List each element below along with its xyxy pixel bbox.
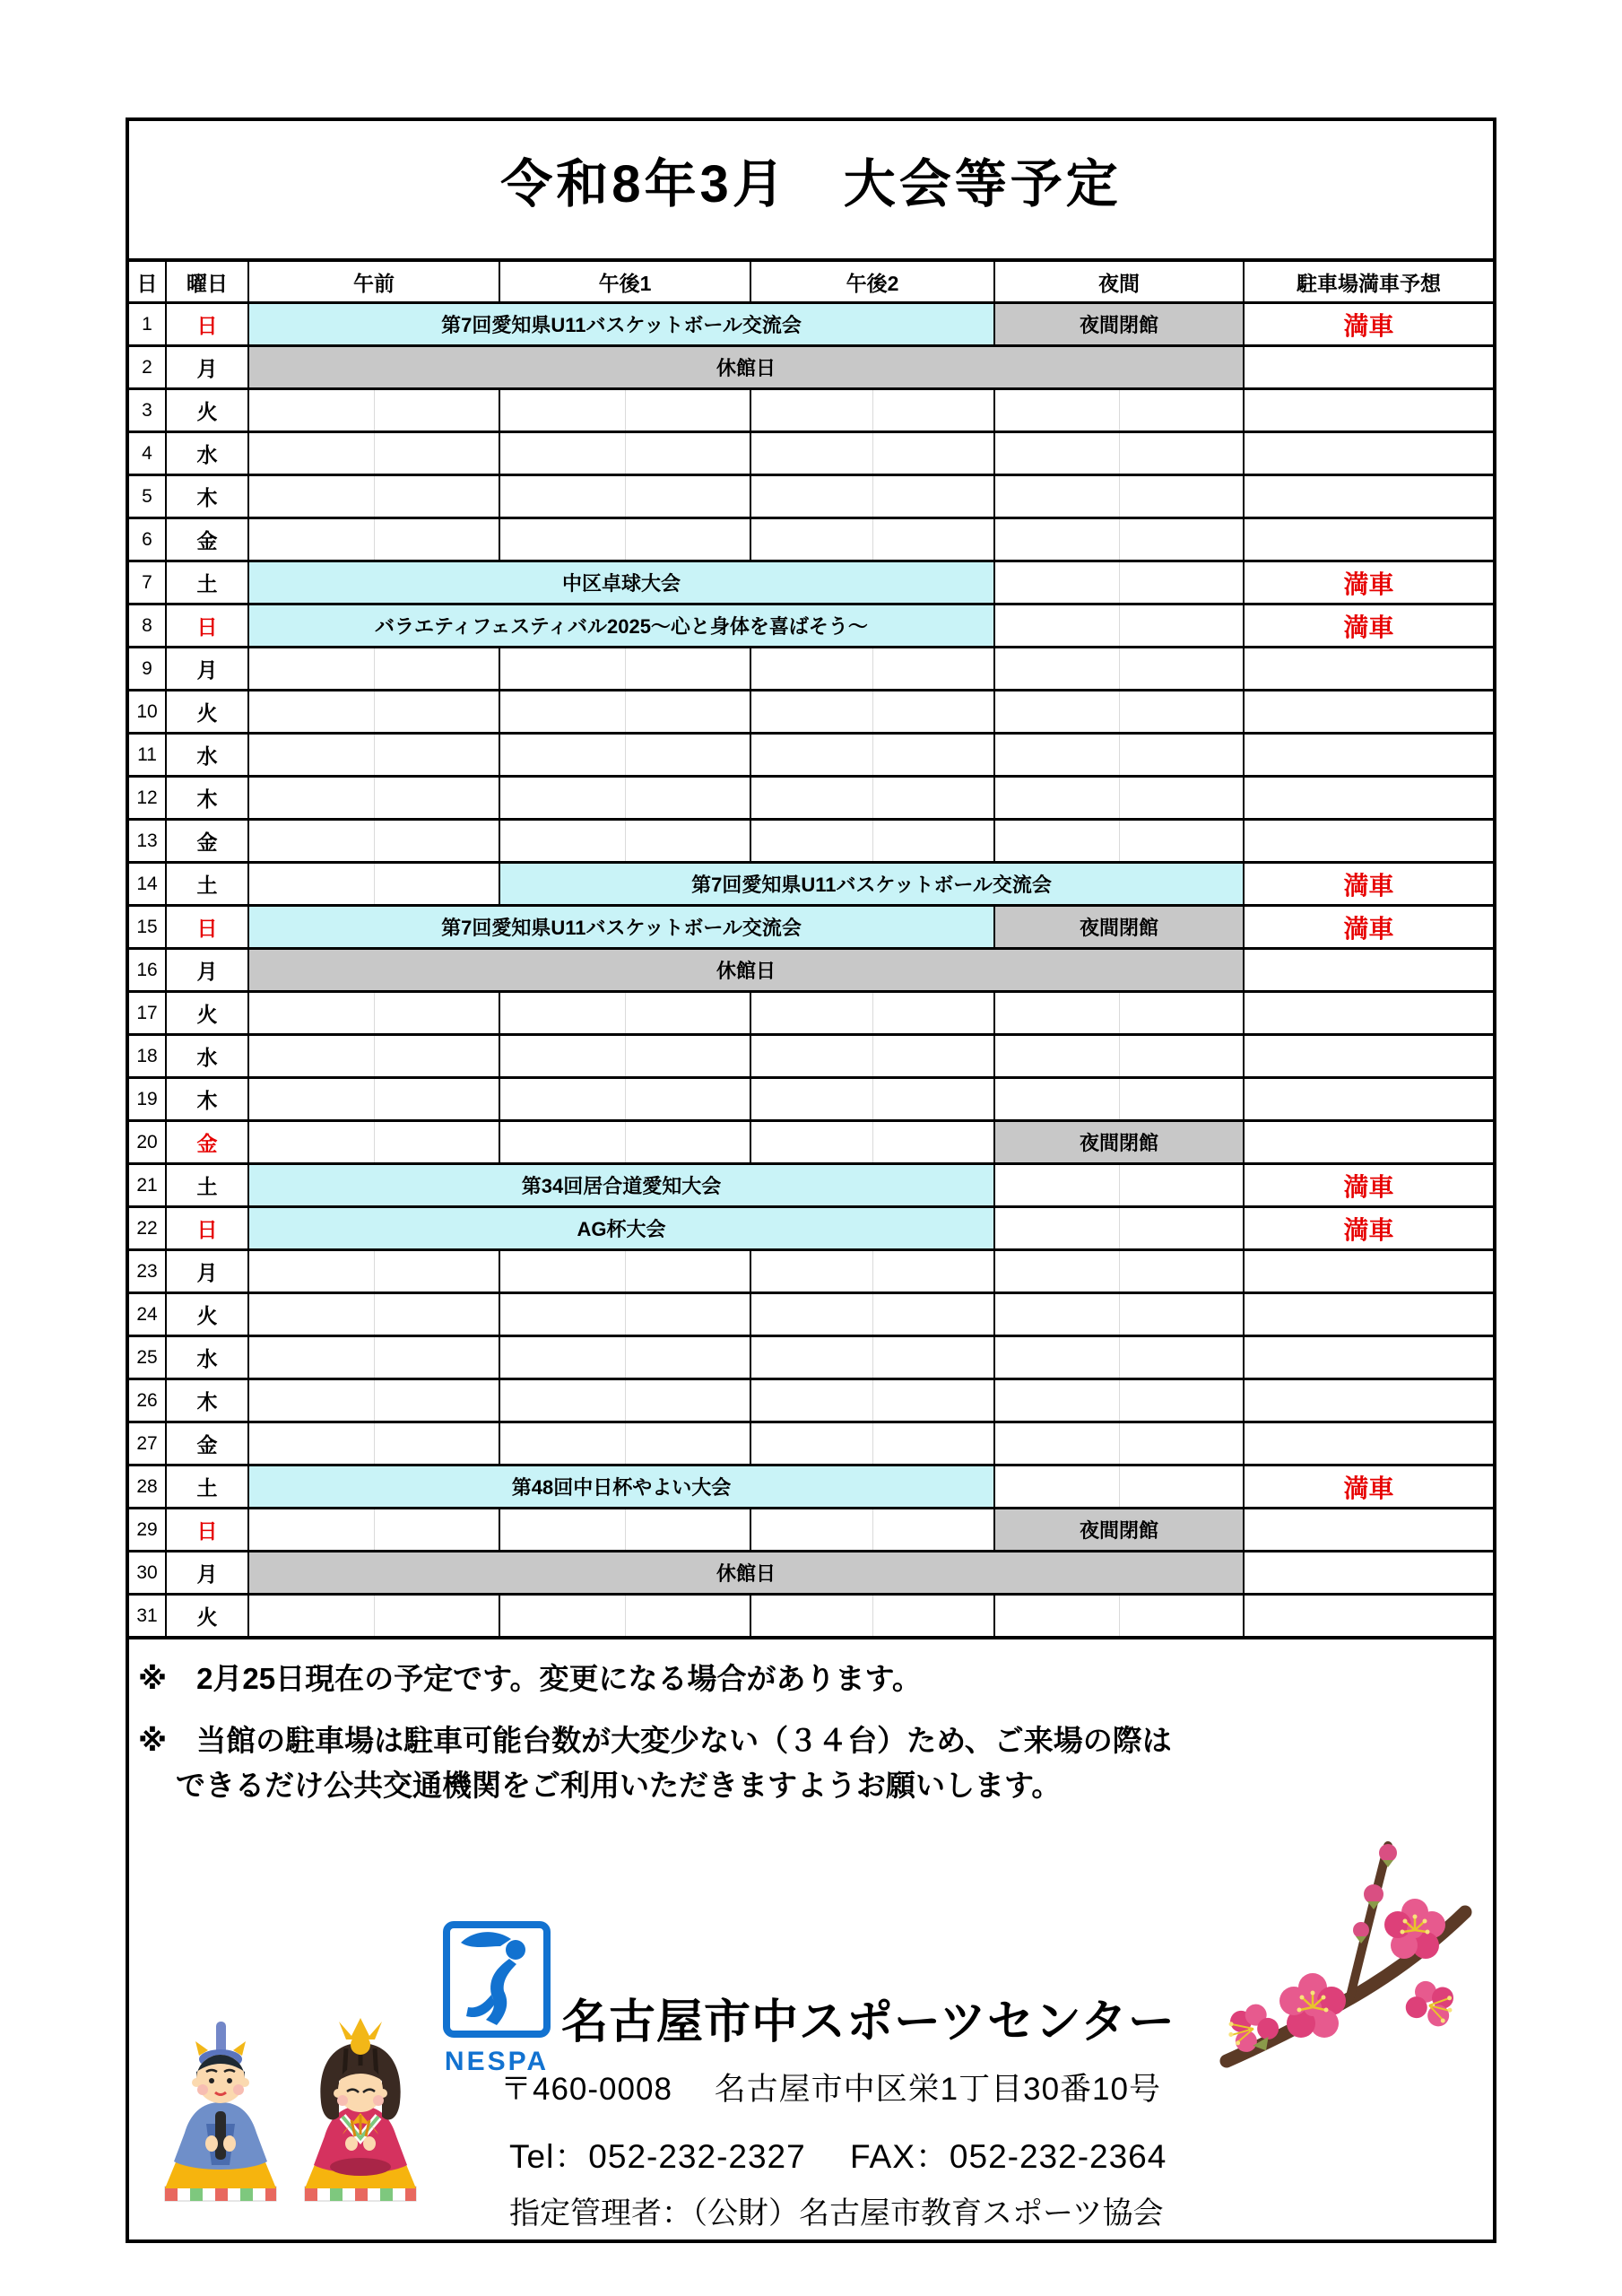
weekday-cell: 木 [167,778,249,818]
note-text: ※ 2月25日現在の予定です。変更になる場合があります。 [138,1662,922,1695]
parking-cell: 満車 [1343,311,1394,340]
parking-cell: 満車 [1343,570,1394,598]
empty-cell [500,691,751,732]
table-row [129,689,1493,732]
table-row [129,1076,1493,1119]
empty-cell [995,562,1245,603]
table-row [129,861,1493,904]
day-cell: 23 [129,1251,167,1292]
tel-fax-line: Tel：052-232-2327 FAX：052-232-2364 [509,2138,1167,2175]
empty-cell [751,648,995,689]
plum-blossom-icon [1216,1830,1476,2072]
empty-cell [249,735,500,775]
empty-cell [995,476,1245,517]
empty-cell [249,1380,500,1421]
address-line: 〒460-0008 名古屋市中区栄1丁目30番10号 [500,2072,1161,2107]
night-closed-cell: 夜間閉館 [995,304,1245,344]
table-row [129,517,1493,560]
empty-cell [995,993,1245,1033]
hina-dolls-illustration [151,2016,430,2211]
event-cell: 第48回中日杯やよい大会 [249,1466,995,1507]
day-cell: 7 [129,562,167,603]
empty-cell [995,778,1245,818]
weekday-cell: 水 [167,735,249,775]
header-cell: 夜間 [995,262,1245,301]
day-cell: 28 [129,1466,167,1507]
weekday-cell: 土 [167,1165,249,1205]
empty-cell [249,691,500,732]
empty-cell [751,390,995,430]
day-cell: 5 [129,476,167,517]
event-cell: 第7回愛知県U11バスケットボール交流会 [249,907,995,947]
header-cell: 日 [129,262,167,301]
closed-day-cell: 休館日 [249,347,1245,387]
empty-cell [995,1423,1245,1464]
weekday-cell: 金 [167,519,249,560]
weekday-cell: 月 [167,950,249,990]
day-cell: 27 [129,1423,167,1464]
weekday-cell: 日 [167,304,249,344]
table-row [129,990,1493,1033]
table-row [129,1550,1493,1593]
table-row [129,732,1493,775]
weekday-cell: 木 [167,1380,249,1421]
empty-cell [249,864,500,904]
empty-cell [249,1122,500,1162]
weekday-cell: 水 [167,1337,249,1378]
table-row [129,1378,1493,1421]
day-cell: 6 [129,519,167,560]
note-text-line1: ※ 当館の駐車場は駐車可能台数が大変少ない（３４台）ため、ご来場の際は [138,1724,1172,1757]
svg-text:NESPA: NESPA [444,2047,550,2076]
empty-cell [751,1509,995,1550]
parking-cell [1245,476,1493,517]
weekday-cell: 水 [167,433,249,474]
day-cell: 21 [129,1165,167,1205]
day-cell: 15 [129,907,167,947]
weekday-cell: 月 [167,648,249,689]
day-cell: 12 [129,778,167,818]
weekday-cell: 金 [167,1122,249,1162]
empty-cell [995,735,1245,775]
manager-line: 指定管理者：（公財）名古屋市教育スポーツ協会 [509,2196,1164,2231]
empty-cell [249,1596,500,1636]
parking-cell: 満車 [1343,871,1394,900]
empty-cell [500,821,751,861]
parking-cell [1245,993,1493,1033]
header-cell: 曜日 [167,262,249,301]
parking-cell: 満車 [1343,1215,1394,1244]
parking-cell [1245,347,1493,387]
schedule-table [126,258,1496,1639]
parking-cell [1245,1380,1493,1421]
weekday-cell: 月 [167,1251,249,1292]
empty-cell [249,433,500,474]
night-closed-cell: 夜間閉館 [995,1509,1245,1550]
parking-cell [1245,1251,1493,1292]
day-cell: 22 [129,1208,167,1248]
day-cell: 24 [129,1294,167,1335]
day-cell: 29 [129,1509,167,1550]
empty-cell [751,1251,995,1292]
empty-cell [500,519,751,560]
parking-cell [1245,1423,1493,1464]
event-cell: 中区卓球大会 [249,562,995,603]
weekday-cell: 水 [167,1036,249,1076]
parking-cell [1245,1509,1493,1550]
empty-cell [995,390,1245,430]
empty-cell [751,1380,995,1421]
parking-cell [1245,778,1493,818]
header-cell: 午後2 [751,262,995,301]
weekday-cell: 火 [167,1294,249,1335]
day-cell: 25 [129,1337,167,1378]
weekday-cell: 日 [167,605,249,646]
empty-cell [995,821,1245,861]
empty-cell [995,691,1245,732]
closed-day-cell: 休館日 [249,950,1245,990]
parking-cell: 満車 [1343,613,1394,641]
parking-cell [1245,1122,1493,1162]
empty-cell [500,1509,751,1550]
empty-cell [500,1036,751,1076]
table-row [129,1292,1493,1335]
empty-cell [995,1036,1245,1076]
empty-cell [500,778,751,818]
day-cell: 13 [129,821,167,861]
empty-cell [500,1423,751,1464]
weekday-cell: 金 [167,1423,249,1464]
empty-cell [249,1079,500,1119]
day-cell: 19 [129,1079,167,1119]
empty-cell [751,1079,995,1119]
weekday-cell: 木 [167,476,249,517]
empty-cell [751,821,995,861]
day-cell: 16 [129,950,167,990]
weekday-cell: 日 [167,1509,249,1550]
table-row [129,1507,1493,1550]
closed-day-cell: 休館日 [249,1552,1245,1593]
empty-cell [500,433,751,474]
empty-cell [500,993,751,1033]
empty-cell [500,476,751,517]
event-cell: 第7回愛知県U11バスケットボール交流会 [500,864,1245,904]
empty-cell [249,1337,500,1378]
table-row [129,1205,1493,1248]
weekday-cell: 木 [167,1079,249,1119]
weekday-cell: 土 [167,1466,249,1507]
empty-cell [751,1122,995,1162]
empty-cell [995,605,1245,646]
empty-cell [500,1079,751,1119]
parking-cell [1245,390,1493,430]
event-cell: 第7回愛知県U11バスケットボール交流会 [249,304,995,344]
empty-cell [500,1294,751,1335]
day-cell: 3 [129,390,167,430]
empty-cell [751,778,995,818]
weekday-cell: 日 [167,907,249,947]
parking-cell [1245,821,1493,861]
parking-cell [1245,950,1493,990]
empty-cell [500,1251,751,1292]
empty-cell [751,691,995,732]
empty-cell [995,1251,1245,1292]
page-title: 令和8年3月 大会等予定 [500,155,1122,213]
empty-cell [249,1509,500,1550]
parking-cell [1245,1036,1493,1076]
empty-cell [995,1294,1245,1335]
parking-cell [1245,519,1493,560]
table-row [129,1119,1493,1162]
empty-cell [751,1036,995,1076]
table-row [129,344,1493,387]
empty-cell [500,1337,751,1378]
empty-cell [995,648,1245,689]
weekday-cell: 日 [167,1208,249,1248]
weekday-cell: 土 [167,864,249,904]
table-row [129,474,1493,517]
weekday-cell: 火 [167,691,249,732]
parking-cell [1245,1337,1493,1378]
parking-cell [1245,648,1493,689]
table-row [129,947,1493,990]
parking-cell [1245,433,1493,474]
day-cell: 9 [129,648,167,689]
empty-cell [500,1596,751,1636]
note-text-line2: できるだけ公共交通機関をご利用いただきますようお願いします。 [176,1769,1062,1802]
table-row [129,560,1493,603]
weekday-cell: 月 [167,1552,249,1593]
empty-cell [751,735,995,775]
table-row [129,646,1493,689]
day-cell: 18 [129,1036,167,1076]
weekday-cell: 火 [167,390,249,430]
table-row [129,1033,1493,1076]
empty-cell [995,1208,1245,1248]
empty-cell [249,1423,500,1464]
plum-blossom-illustration [1216,1830,1476,2076]
parking-cell: 満車 [1343,914,1394,943]
empty-cell [751,519,995,560]
header-cell: 駐車場満車予想 [1297,271,1441,295]
night-closed-cell: 夜間閉館 [995,907,1245,947]
table-row [129,1248,1493,1292]
table-row [129,1421,1493,1464]
empty-cell [500,735,751,775]
empty-cell [995,1079,1245,1119]
empty-cell [249,993,500,1033]
empty-cell [249,821,500,861]
empty-cell [249,390,500,430]
parking-cell: 満車 [1343,1474,1394,1502]
empty-cell [995,1165,1245,1205]
table-row [129,1335,1493,1378]
empty-cell [751,1337,995,1378]
weekday-cell: 火 [167,993,249,1033]
day-cell: 30 [129,1552,167,1593]
empty-cell [500,648,751,689]
parking-cell [1245,1552,1493,1593]
empty-cell [995,1337,1245,1378]
empty-cell [751,1294,995,1335]
empty-cell [751,1423,995,1464]
empty-cell [995,1596,1245,1636]
event-cell: 第34回居合道愛知大会 [249,1165,995,1205]
day-cell: 1 [129,304,167,344]
table-row [129,387,1493,430]
header-cell: 午前 [249,262,500,301]
day-cell: 2 [129,347,167,387]
table-row [129,1593,1493,1636]
table-row [129,818,1493,861]
day-cell: 26 [129,1380,167,1421]
empty-cell [751,993,995,1033]
day-cell: 8 [129,605,167,646]
parking-cell [1245,735,1493,775]
empty-cell [500,390,751,430]
day-cell: 17 [129,993,167,1033]
event-cell: バラエティフェスティバル2025～心と身体を喜ばそう～ [249,605,995,646]
table-row [129,775,1493,818]
table-row [129,904,1493,947]
empty-cell [249,519,500,560]
table-row [129,1162,1493,1205]
empty-cell [249,1251,500,1292]
parking-cell [1245,691,1493,732]
day-cell: 11 [129,735,167,775]
weekday-cell: 月 [167,347,249,387]
empty-cell [751,476,995,517]
empty-cell [249,1036,500,1076]
event-cell: AG杯大会 [249,1208,995,1248]
note-parking [138,1718,1465,1808]
empty-cell [751,1596,995,1636]
empty-cell [249,648,500,689]
parking-cell [1245,1294,1493,1335]
parking-cell [1245,1596,1493,1636]
day-cell: 4 [129,433,167,474]
day-cell: 10 [129,691,167,732]
empty-cell [995,1466,1245,1507]
empty-cell [751,433,995,474]
empty-cell [249,778,500,818]
weekday-cell: 金 [167,821,249,861]
table-row [129,430,1493,474]
empty-cell [995,433,1245,474]
night-closed-cell: 夜間閉館 [995,1122,1245,1162]
weekday-cell: 土 [167,562,249,603]
empty-cell [249,1294,500,1335]
hina-dolls-icon [151,2016,430,2206]
table-row [129,603,1493,646]
header-cell: 午後1 [500,262,751,301]
empty-cell [500,1122,751,1162]
table-header-row [129,262,1493,301]
empty-cell [995,519,1245,560]
note-current-as-of [138,1656,1465,1698]
parking-cell [1245,1079,1493,1119]
center-name: 名古屋市中スポーツセンター [561,1996,1175,2048]
table-row [129,1464,1493,1507]
table-row [129,301,1493,344]
empty-cell [500,1380,751,1421]
weekday-cell: 火 [167,1596,249,1636]
empty-cell [249,476,500,517]
parking-cell: 満車 [1343,1172,1394,1201]
empty-cell [995,1380,1245,1421]
day-cell: 20 [129,1122,167,1162]
day-cell: 14 [129,864,167,904]
day-cell: 31 [129,1596,167,1636]
